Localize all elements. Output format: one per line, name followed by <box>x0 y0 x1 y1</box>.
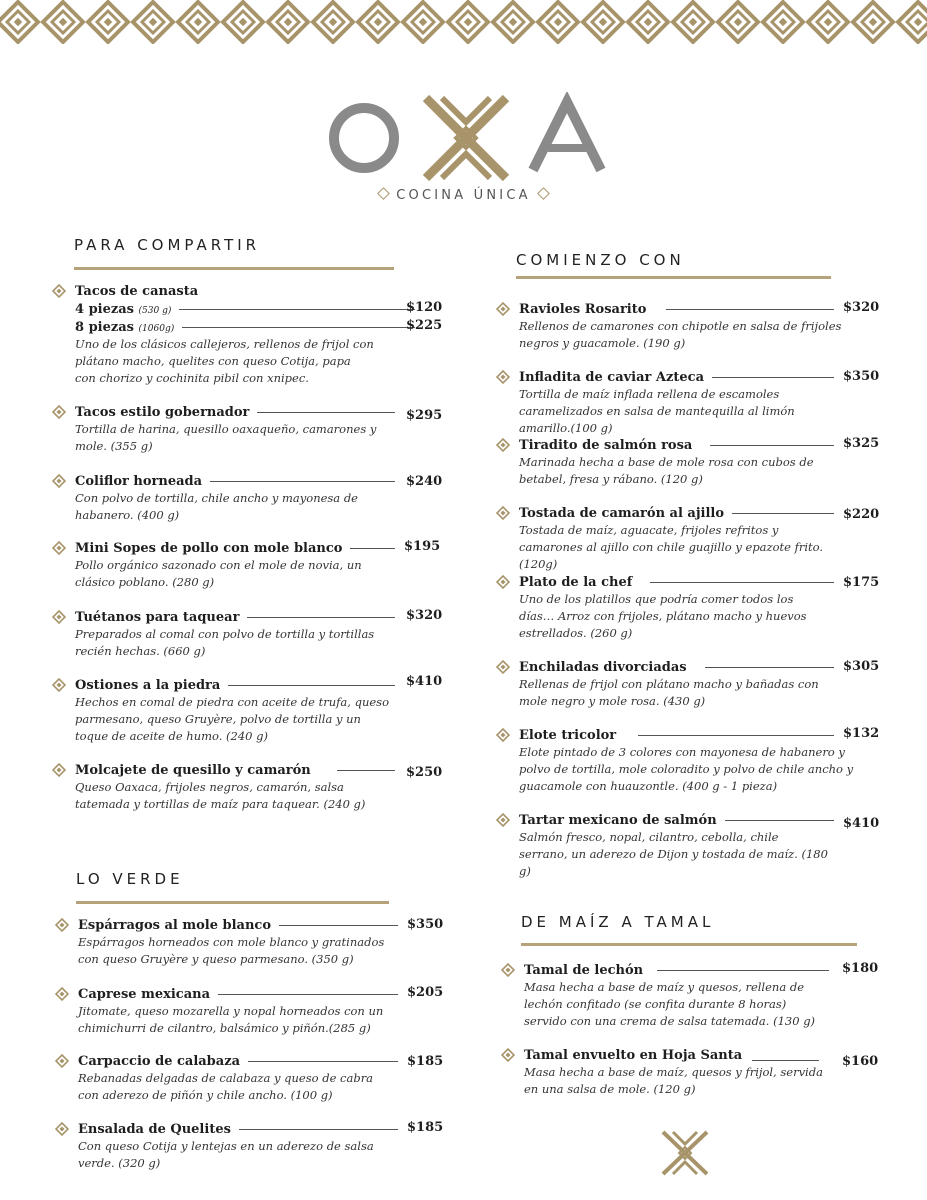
item-description: Marinada hecha a base de mole rosa con cubos de betabel, fresa y rábano. (120 g) <box>519 455 814 486</box>
item-description: Tostada de maíz, aguacate, frijoles refritos y camarones al ajillo con chile guajillo y epazote frito. (120g) <box>519 523 824 571</box>
diamond-bullet-icon <box>496 370 510 384</box>
menu-item <box>75 674 443 745</box>
band-motif <box>178 2 218 42</box>
menu-item <box>78 1120 444 1172</box>
item-price: $320 <box>843 300 880 315</box>
band-motif <box>0 2 38 42</box>
item-price: $185 <box>407 1054 444 1069</box>
diamond-bullet-icon <box>52 474 66 488</box>
item-price: $185 <box>407 1120 444 1135</box>
item-description: Rellenos de camarones con chipotle en salsa de frijoles negros y guacamole. (190 g) <box>519 319 842 350</box>
item-description: Uno de los clásicos callejeros, rellenos de frijol con plátano macho, quelites con queso Cotija, papa con chorizo y cochinita pibil con xnipec. <box>75 337 374 385</box>
item-description: Pollo orgánico sazonado con el mole de novia, un clásico poblano. (280 g) <box>75 558 362 589</box>
menu-item <box>519 811 880 880</box>
item-price: $325 <box>843 436 880 451</box>
band-motif <box>808 2 848 42</box>
diamond-bullet-icon <box>501 1048 515 1062</box>
band-motif <box>43 2 83 42</box>
diamond-bullet-icon <box>496 660 510 674</box>
item-name: Tartar mexicano de salmón <box>519 812 717 828</box>
section-rule <box>74 267 394 270</box>
item-price: $195 <box>404 539 441 554</box>
item-description: Espárragos horneados con mole blanco y gratinados con queso Gruyère y queso parmesano. (350 g) <box>78 935 385 966</box>
diamond-bullet-icon <box>52 541 66 555</box>
item-description: Uno de los platillos que podría comer todos los días… Arroz con frijoles, plátano macho y huevos estrellados. (260 g) <box>519 592 807 640</box>
diamond-bullet-icon <box>52 284 66 298</box>
diamond-bullet-icon <box>496 506 510 520</box>
band-motif <box>88 2 128 42</box>
item-description: Masa hecha a base de maíz y quesos, rellena de lechón confitado (se confita durante 8 horas) servido con una crema de salsa tatemada. (130 g) <box>524 980 816 1028</box>
menu-item <box>78 1052 444 1104</box>
menu-item <box>75 761 443 813</box>
band-motif <box>133 2 173 42</box>
item-price: $350 <box>843 369 880 384</box>
menu-item <box>519 436 880 488</box>
band-motif <box>313 2 353 42</box>
diamond-bullet-icon <box>55 1054 69 1068</box>
item-name: Tacos estilo gobernador <box>75 404 250 420</box>
section-rule <box>521 943 857 946</box>
diamond-bullet-icon <box>52 763 66 777</box>
item-description: Jitomate, queso mozarella y nopal horneados con un chimichurri de cilantro, balsámico y piñón.(285 g) <box>78 1004 384 1035</box>
section-title-tamal: DE MAÍZ A TAMAL <box>521 913 715 931</box>
item-price: $410 <box>406 674 443 689</box>
item-description: Rellenas de frijol con plátano macho y bañadas con mole negro y mole rosa. (430 g) <box>519 677 819 708</box>
item-name: Tuétanos para taquear <box>75 609 240 625</box>
band-motif <box>223 2 263 42</box>
tagline: COCINA ÚNICA <box>0 188 927 203</box>
diamond-bullet-icon <box>496 575 510 589</box>
diamond-bullet-icon <box>55 987 69 1001</box>
band-motif <box>718 2 758 42</box>
item-price: $320 <box>406 608 443 623</box>
diamond-bullet-icon <box>496 302 510 316</box>
diamond-bullet-icon <box>496 813 510 827</box>
band-motif <box>493 2 533 42</box>
item-price: $250 <box>406 765 443 780</box>
item-price: $410 <box>843 816 880 831</box>
decorative-pattern-band <box>0 0 927 44</box>
item-description: Con polvo de tortilla, chile ancho y mayonesa de habanero. (400 g) <box>75 491 358 522</box>
diamond-bullet-icon <box>52 610 66 624</box>
item-price: $295 <box>406 408 443 423</box>
diamond-icon <box>537 187 550 200</box>
section-title-compartir: PARA COMPARTIR <box>74 236 261 254</box>
menu-item <box>75 608 443 660</box>
item-price: $120 <box>406 300 443 315</box>
menu-item <box>75 472 443 524</box>
band-motif <box>403 2 443 42</box>
diamond-bullet-icon <box>55 1122 69 1136</box>
band-motif <box>853 2 893 42</box>
item-price: $180 <box>842 961 879 976</box>
item-name: Tostada de camarón al ajillo <box>519 505 725 521</box>
item-name: Coliflor horneada <box>75 473 203 489</box>
section-rule <box>76 901 389 904</box>
item-price: $240 <box>406 474 443 489</box>
band-motif <box>538 2 578 42</box>
item-name: Carpaccio de calabaza <box>78 1053 241 1069</box>
item-name: Elote tricolor <box>519 727 617 743</box>
item-name: Tiradito de salmón rosa <box>519 437 693 453</box>
item-description: Con queso Cotija y lentejas en un aderezo de salsa verde. (320 g) <box>78 1139 374 1170</box>
item-description: Rebanadas delgadas de calabaza y queso de cabra con aderezo de piñón y chile ancho. (100 g) <box>78 1071 374 1102</box>
diamond-icon <box>377 187 390 200</box>
band-motif <box>673 2 713 42</box>
item-name: Tamal envuelto en Hoja Santa <box>524 1047 743 1063</box>
logo-letter-o <box>334 108 394 168</box>
item-description: Masa hecha a base de maíz, quesos y frijol, servida en una salsa de mole. (120 g) <box>524 1065 823 1096</box>
item-description: Preparados al comal con polvo de tortilla y tortillas recién hechas. (660 g) <box>75 627 375 658</box>
item-price: $132 <box>843 726 880 741</box>
item-name: Molcajete de quesillo y camarón <box>75 762 311 778</box>
footer-emblem-icon <box>660 1130 710 1176</box>
logo-x-emblem <box>426 98 506 178</box>
item-name: Tamal de lechón <box>524 962 644 978</box>
menu-item <box>524 961 879 1030</box>
item-price: $225 <box>406 318 443 333</box>
menu-item <box>519 658 880 710</box>
diamond-bullet-icon <box>501 963 515 977</box>
item-price: $350 <box>407 917 444 932</box>
item-description: Tortilla de harina, quesillo oaxaqueño, camarones y mole. (355 g) <box>75 422 377 453</box>
item-price: $220 <box>843 507 880 522</box>
item-price: $160 <box>842 1054 879 1069</box>
menu-item <box>519 368 880 437</box>
menu-item <box>519 573 880 642</box>
band-motif <box>763 2 803 42</box>
diamond-bullet-icon <box>496 438 510 452</box>
item-name: Ostiones a la piedra <box>75 677 221 693</box>
item-name: Caprese mexicana <box>78 986 211 1002</box>
menu-item <box>524 1046 879 1098</box>
item-price: $205 <box>407 985 444 1000</box>
item-name: Espárragos al mole blanco <box>78 917 272 933</box>
menu-item <box>78 916 444 968</box>
diamond-bullet-icon <box>52 405 66 419</box>
item-option: 4 piezas (530 g) <box>75 301 172 317</box>
menu-item <box>75 403 443 455</box>
item-name: Plato de la chef <box>519 574 633 590</box>
item-description: Hechos en comal de piedra con aceite de trufa, queso parmesano, queso Gruyère, polvo de tortilla y un toque de aceite de humo. (240 g) <box>75 695 389 743</box>
item-description: Elote pintado de 3 colores con mayonesa de habanero y polvo de tortilla, mole coloradito y polvo de chile ancho y guacamole con huauzontle. (400 g - 1 pieza) <box>519 745 854 793</box>
item-name: Mini Sopes de pollo con mole blanco <box>75 540 343 556</box>
logo-letter-a <box>533 102 601 170</box>
band-motif <box>358 2 398 42</box>
item-description: Tortilla de maíz inflada rellena de escamoles caramelizados en salsa de mantequilla al limón amarillo.(100 g) <box>519 387 795 435</box>
diamond-bullet-icon <box>496 728 510 742</box>
menu-item <box>519 300 880 352</box>
band-motif <box>898 2 927 42</box>
item-name: Enchiladas divorciadas <box>519 659 687 675</box>
menu-item <box>75 539 441 591</box>
section-title-comienzo: COMIENZO CON <box>516 251 685 269</box>
item-name: Ravioles Rosarito <box>519 301 647 317</box>
band-motif <box>583 2 623 42</box>
menu-item <box>519 504 880 573</box>
diamond-bullet-icon <box>55 918 69 932</box>
band-motif <box>268 2 308 42</box>
item-price: $305 <box>843 659 880 674</box>
item-name: Tacos de canasta <box>75 283 199 299</box>
item-name: Ensalada de Quelites <box>78 1121 231 1137</box>
item-description: Salmón fresco, nopal, cilantro, cebolla, chile serrano, un aderezo de Dijon y tostada de maíz. (180 g) <box>519 830 828 878</box>
item-price: $175 <box>843 575 880 590</box>
section-rule <box>516 276 831 279</box>
diamond-bullet-icon <box>52 678 66 692</box>
item-description: Queso Oaxaca, frijoles negros, camarón, salsa tatemada y tortillas de maíz para taquear. (240 g) <box>75 780 366 811</box>
section-title-verde: LO VERDE <box>76 870 184 888</box>
item-name: Infladita de caviar Azteca <box>519 369 704 385</box>
menu-item-tacos-canasta <box>75 282 443 387</box>
menu-item <box>78 985 444 1037</box>
band-motif <box>628 2 668 42</box>
band-motif <box>448 2 488 42</box>
menu-item <box>519 726 880 795</box>
item-option: 8 piezas (1060g) <box>75 319 175 335</box>
